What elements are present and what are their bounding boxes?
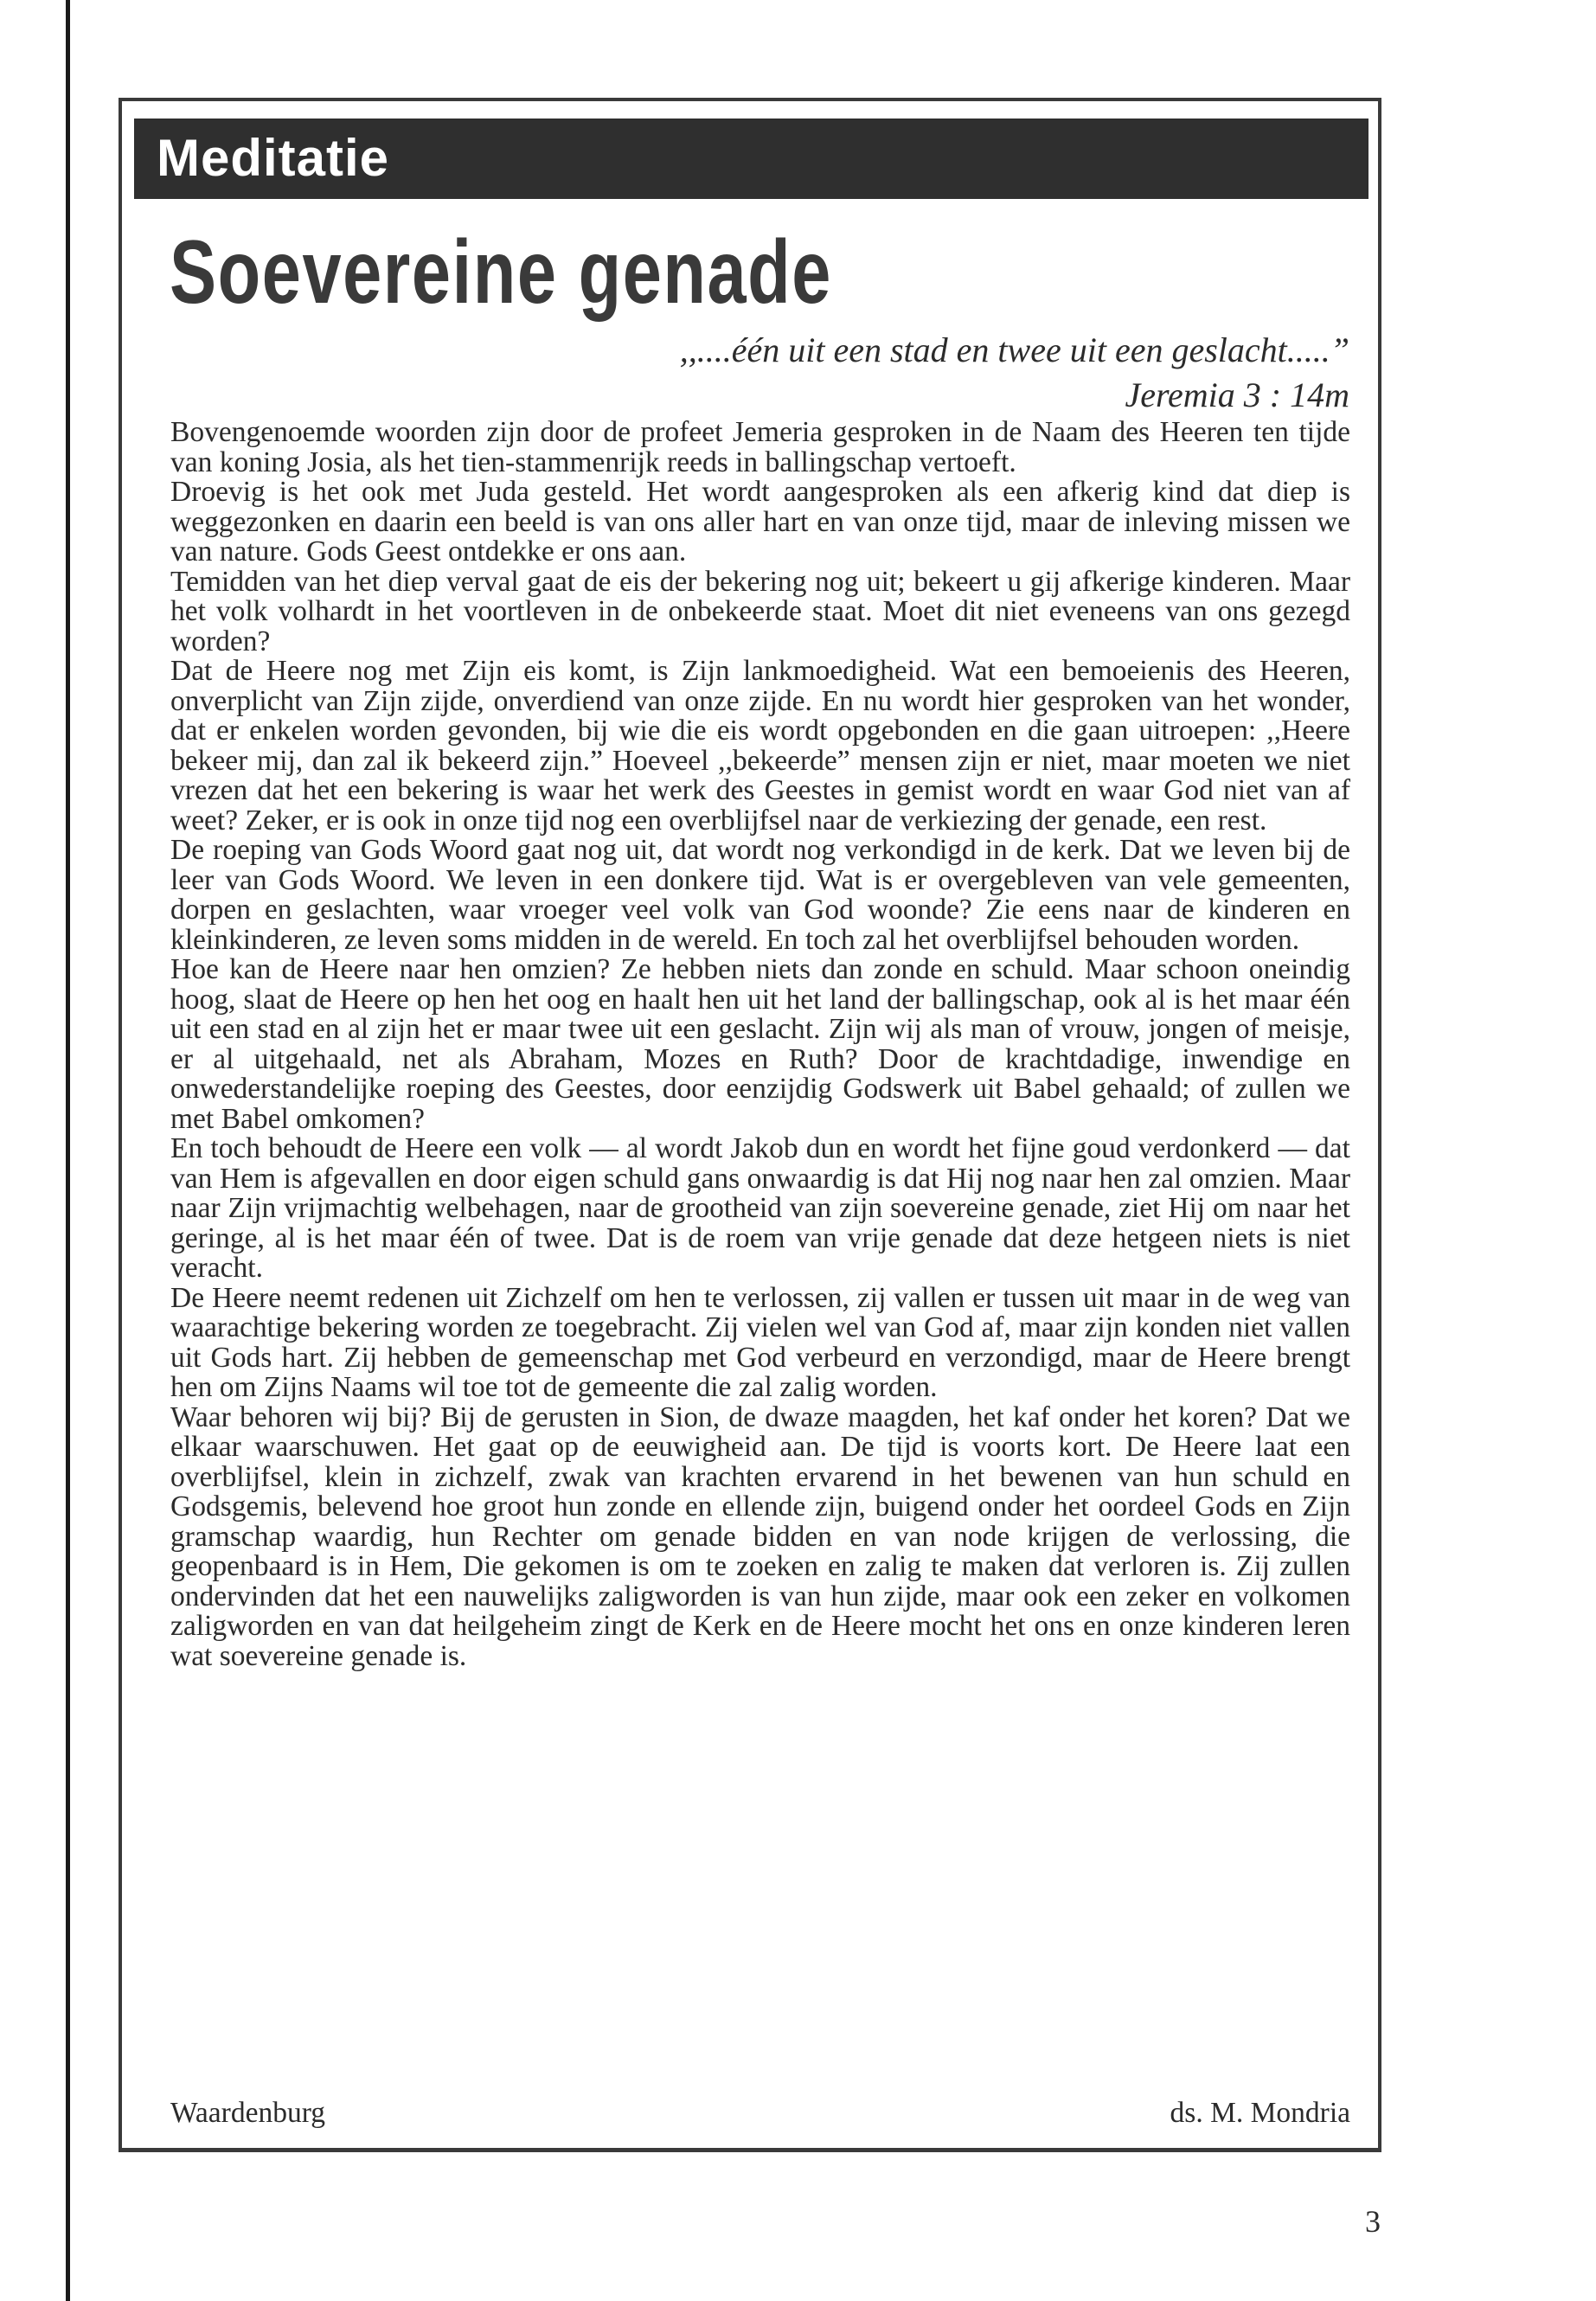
paragraph: De roeping van Gods Woord gaat nog uit, dat wordt nog verkondigd in de kerk. Dat we leven bij de leer van Gods Woord. We leven in een donkere tijd. Wat is er overgebleven van vele gemeenten, dorpen en geslachten, waar vroeger veel volk van God woonde? Zie eens naar de kinderen en kleinkinderen, ze leven soms midden in de wereld. En toch zal het overblijfsel behouden worden.	[170, 834, 1350, 956]
paragraph: Dat de Heere nog met Zijn eis komt, is Zijn lankmoedigheid. Wat een bemoeienis des Heeren, onverplicht van Zijn zijde, onverdiend van onze zijde. En nu wordt hier gesproken van het wonder, dat er enkelen worden gevonden, bij wie die eis wordt opgebonden en die gaan uitroepen: ,,Heere bekeer mij, dan zal ik bekeerd zijn.” Hoeveel ,,bekeerde” mensen zijn er niet, maar moeten we niet vrezen dat het een bekering is waar het werk des Geestes in gemist wordt en waar God niet van af weet? Zeker, er is ook in onze tijd nog een overblijfsel naar de verkiezing der genade, een rest.	[170, 655, 1350, 836]
paragraph: Waar behoren wij bij? Bij de gerusten in Sion, de dwaze maagden, het kaf onder het koren? Dat we elkaar waarschuwen. Het gaat op de eeuwigheid aan. De tijd is voorts kort. De Heere laat een overblijfsel, klein in zichzelf, zwak van krachten ervarend in het bewenen van hun schuld en Godsgemis, belevend hoe groot hun zonde en ellende zijn, buigend onder het oordeel Gods en Zijn gramschap waardig, hun Rechter om genade bidden en van node krijgen de verlossing, die geopenbaard is in Hem, Die gekomen is om te zoeken en zalig te maken dat verloren is. Zij zullen ondervinden dat het een nauwelijks zaligworden is van hun zijde, maar ook een zeker en volkomen zaligworden en van dat heilgeheim zingt de Kerk en de Heere mocht het ons en onze kinderen leren wat soevereine genade is.	[170, 1400, 1350, 1672]
article-title: Soevereine genade	[170, 222, 832, 323]
paragraph: De Heere neemt redenen uit Zichzelf om hen te verlossen, zij vallen er tussen uit maar in de weg van waarachtige bekering worden ze toegebracht. Zij vielen wel van God af, maar zijn konden niet vallen uit Gods hart. Zij hebben de gemeenschap met God verbeurd en verzondigd, maar de Heere brengt hen om Zijns Naams wil toe tot de gemeente die zal zalig worden.	[170, 1281, 1350, 1403]
epigraph-quote: ,,....één uit een stad en twee uit een geslacht.....”	[679, 330, 1349, 369]
signature-author: ds. M. Mondria	[1170, 2097, 1350, 2129]
page-binding-edge	[66, 0, 70, 2301]
paragraph: En toch behoudt de Heere een volk — al wordt Jakob dun en wordt het fijne goud verdonkerd — dat van Hem is afgevallen en door eigen schuld gans onwaardig is dat Hij nog naar hen zal omzien. Maar naar Zijn vrijmachtig welbehagen, naar de grootheid van zijn soevereine genade, ziet Hij om naar het geringe, al is het maar één of twee. Dat is de roem van vrije genade dat deze hetgeen niets is niet veracht.	[170, 1132, 1350, 1284]
paragraph: Hoe kan de Heere naar hen omzien? Ze hebben niets dan zonde en schuld. Maar schoon oneindig hoog, slaat de Heere op hen het oog en haalt hen uit het land der ballingschap, ook al is het maar één uit een stad en al zijn het er maar twee uit een geslacht. Zijn wij als man of vrouw, jongen of meisje, er al uitgehaald, net als Abraham, Mozes en Ruth? Door de krachtdadige, inwendige en onwederstandelijke roeping des Geestes, door eenzijdig Godswerk uit Babel gehaald; of zullen we met Babel omkomen?	[170, 953, 1350, 1135]
page-number: 3	[1365, 2204, 1381, 2239]
epigraph	[680, 328, 1349, 418]
paragraph: Droevig is het ook met Juda gesteld. Het wordt aangesproken als een afkerig kind dat diep is weggezonken en daarin een beeld is van ons aller hart en van onze tijd, maar de inleving missen we van nature. Gods Geest ontdekke er ons aan.	[170, 476, 1350, 567]
paragraph: Temidden van het diep verval gaat de eis der bekering nog uit; bekeert u gij afkerige kinderen. Maar het volk volhardt in het voortleven in de onbekeerde staat. Moet dit niet eveneens van ons gezegd worden?	[170, 565, 1350, 657]
signature-place: Waardenburg	[170, 2097, 325, 2129]
section-label: Meditatie	[157, 129, 390, 187]
paragraph: Bovengenoemde woorden zijn door de profeet Jemeria gesproken in de Naam des Heeren ten tijde van koning Josia, als het tien-stammenrijk reeds in ballingschap vertoeft.	[170, 416, 1350, 478]
meditation-article-frame	[119, 98, 1381, 2152]
article-body	[170, 418, 1350, 1671]
epigraph-reference: Jeremia 3 : 14m	[1125, 375, 1349, 414]
section-banner	[134, 119, 1368, 199]
signature-line	[170, 2096, 1350, 2131]
